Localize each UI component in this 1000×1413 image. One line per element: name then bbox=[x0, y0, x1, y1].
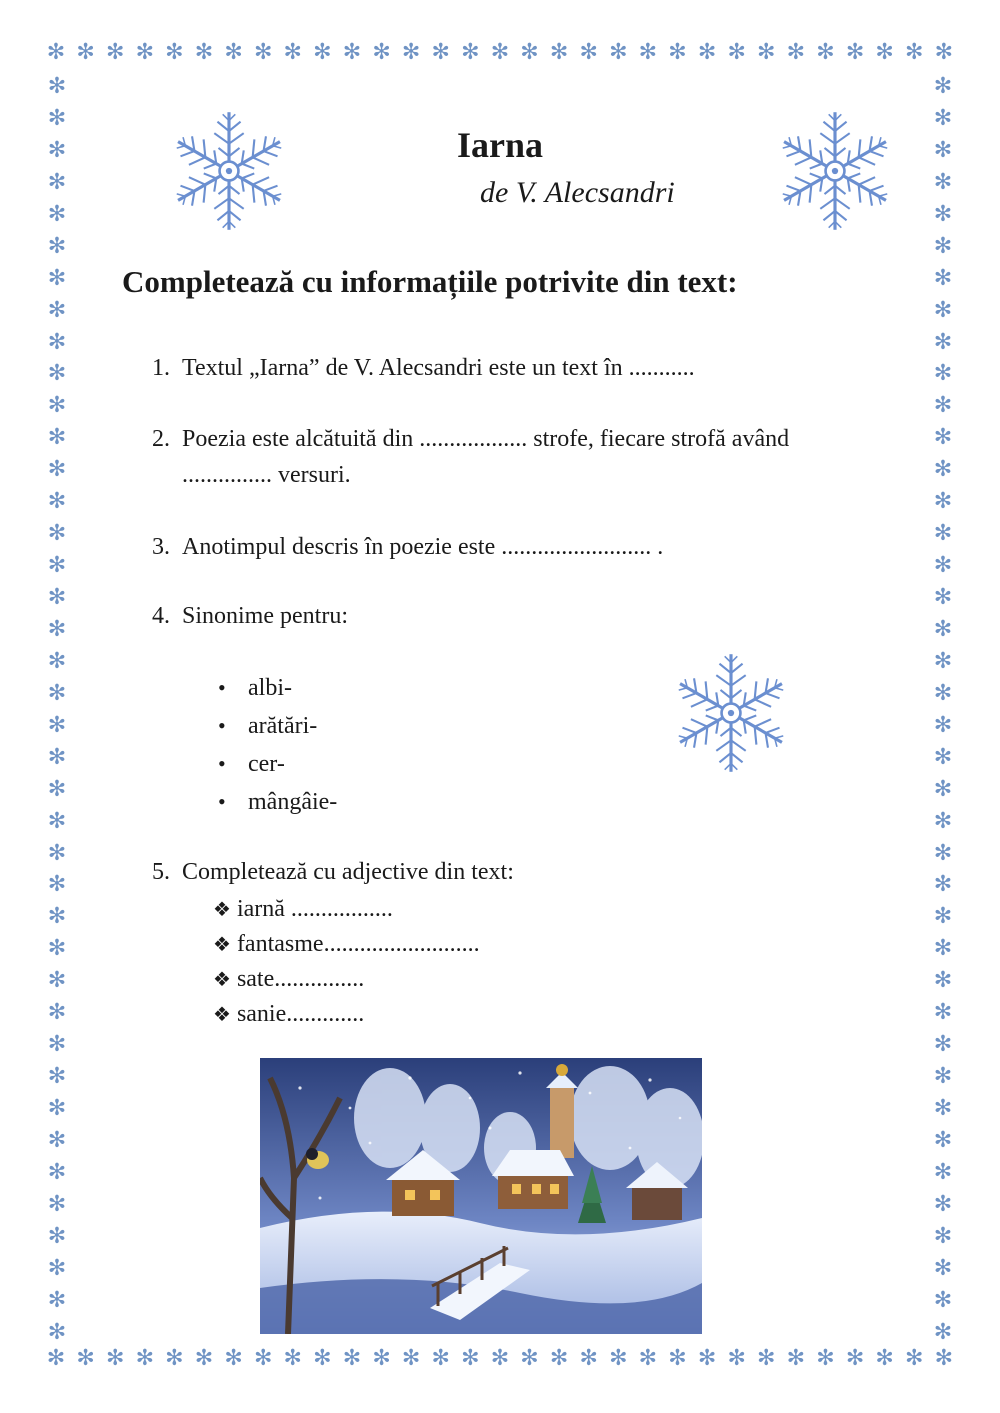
border-flake-icon: ✻ bbox=[875, 40, 894, 65]
border-flake-icon: ✻ bbox=[47, 137, 67, 163]
border-flake-icon: ✻ bbox=[47, 393, 67, 419]
border-flake-icon: ✻ bbox=[933, 776, 953, 802]
border-bottom bbox=[44, 1348, 956, 1370]
border-flake-icon: ✻ bbox=[313, 1346, 332, 1371]
question-4 bbox=[152, 598, 912, 634]
border-flake-icon: ✻ bbox=[933, 169, 953, 195]
border-top bbox=[44, 42, 956, 64]
bullet: • bbox=[218, 751, 226, 776]
border-flake-icon: ✻ bbox=[47, 680, 67, 706]
border-flake-icon: ✻ bbox=[313, 40, 332, 65]
snowflake-icon bbox=[668, 650, 794, 776]
question-text-continued: ............... versuri. bbox=[182, 462, 351, 488]
border-flake-icon: ✻ bbox=[46, 40, 66, 65]
border-flake-icon: ✻ bbox=[47, 489, 67, 515]
border-flake-icon: ✻ bbox=[934, 1346, 954, 1371]
border-flake-icon: ✻ bbox=[933, 872, 953, 898]
border-flake-icon: ✻ bbox=[757, 1346, 776, 1371]
border-flake-icon: ✻ bbox=[47, 233, 67, 259]
border-flake-icon: ✻ bbox=[933, 393, 953, 419]
border-flake-icon: ✻ bbox=[933, 648, 953, 674]
border-flake-icon: ✻ bbox=[47, 585, 67, 610]
border-flake-icon: ✻ bbox=[905, 40, 924, 65]
question-text: Textul „Iarna” de V. Alecsandri este un text în ........... bbox=[182, 355, 695, 381]
border-flake-icon: ✻ bbox=[47, 265, 67, 291]
question-number: 4. bbox=[152, 603, 170, 629]
border-flake-icon: ✻ bbox=[933, 74, 953, 99]
diamond-bullet-icon: ❖ bbox=[213, 897, 231, 921]
border-flake-icon: ✻ bbox=[490, 1346, 510, 1371]
border-flake-icon: ✻ bbox=[47, 616, 67, 642]
border-flake-icon: ✻ bbox=[431, 1346, 450, 1371]
question-number: 5. bbox=[152, 859, 170, 885]
border-flake-icon: ✻ bbox=[224, 1346, 243, 1371]
border-flake-icon: ✻ bbox=[194, 40, 214, 65]
border-flake-icon: ✻ bbox=[933, 137, 953, 163]
border-flake-icon: ✻ bbox=[342, 40, 362, 65]
border-flake-icon: ✻ bbox=[933, 105, 953, 131]
border-flake-icon: ✻ bbox=[431, 40, 450, 65]
question-2 bbox=[152, 421, 912, 493]
border-flake-icon: ✻ bbox=[933, 1159, 953, 1185]
question-1 bbox=[152, 350, 912, 386]
border-flake-icon: ✻ bbox=[875, 1346, 894, 1371]
border-flake-icon: ✻ bbox=[47, 1000, 67, 1026]
border-flake-icon: ✻ bbox=[47, 361, 67, 387]
border-flake-icon: ✻ bbox=[549, 40, 569, 65]
border-flake-icon: ✻ bbox=[47, 776, 67, 802]
border-flake-icon: ✻ bbox=[47, 1319, 67, 1345]
question-number: 1. bbox=[152, 355, 170, 381]
border-flake-icon: ✻ bbox=[638, 1346, 658, 1371]
question-text: Anotimpul descris în poezie este ......................... . bbox=[182, 534, 664, 560]
border-flake-icon: ✻ bbox=[76, 1346, 95, 1371]
adjective-prompt: sanie............. bbox=[236, 1001, 365, 1027]
border-flake-icon: ✻ bbox=[47, 105, 67, 131]
border-flake-icon: ✻ bbox=[47, 553, 67, 579]
border-flake-icon: ✻ bbox=[520, 40, 539, 65]
border-flake-icon: ✻ bbox=[47, 457, 67, 483]
border-flake-icon: ✻ bbox=[47, 1127, 67, 1153]
diamond-bullet-icon: ❖ bbox=[213, 967, 231, 991]
border-flake-icon: ✻ bbox=[253, 40, 273, 65]
winter-village-illustration bbox=[260, 1058, 702, 1334]
adjective-prompt: fantasme.......................... bbox=[236, 931, 480, 957]
border-flake-icon: ✻ bbox=[283, 40, 302, 65]
border-flake-icon: ✻ bbox=[47, 936, 67, 962]
border-flake-icon: ✻ bbox=[933, 297, 953, 323]
border-flake-icon: ✻ bbox=[816, 40, 835, 65]
border-flake-icon: ✻ bbox=[579, 40, 598, 65]
border-flake-icon: ✻ bbox=[520, 1346, 539, 1371]
adjective-item bbox=[213, 961, 364, 997]
border-flake-icon: ✻ bbox=[933, 1191, 953, 1217]
synonym-word: albi- bbox=[248, 675, 292, 701]
border-flake-icon: ✻ bbox=[786, 40, 806, 65]
border-flake-icon: ✻ bbox=[47, 968, 67, 994]
border-flake-icon: ✻ bbox=[697, 40, 717, 65]
border-flake-icon: ✻ bbox=[47, 425, 67, 451]
border-flake-icon: ✻ bbox=[933, 585, 953, 610]
border-flake-icon: ✻ bbox=[697, 1346, 717, 1371]
border-flake-icon: ✻ bbox=[933, 329, 953, 355]
border-flake-icon: ✻ bbox=[47, 1096, 67, 1121]
border-flake-icon: ✻ bbox=[47, 74, 67, 99]
bullet: • bbox=[218, 789, 226, 814]
synonym-word: arătări- bbox=[248, 713, 318, 739]
question-5 bbox=[152, 854, 912, 890]
border-flake-icon: ✻ bbox=[905, 1346, 924, 1371]
border-flake-icon: ✻ bbox=[47, 1255, 67, 1281]
border-flake-icon: ✻ bbox=[933, 968, 953, 994]
border-flake-icon: ✻ bbox=[933, 489, 953, 515]
border-flake-icon: ✻ bbox=[933, 904, 953, 930]
border-flake-icon: ✻ bbox=[135, 40, 154, 65]
border-flake-icon: ✻ bbox=[933, 233, 953, 259]
border-flake-icon: ✻ bbox=[933, 1287, 953, 1313]
border-flake-icon: ✻ bbox=[461, 1346, 480, 1371]
border-flake-icon: ✻ bbox=[933, 808, 953, 834]
border-flake-icon: ✻ bbox=[933, 1032, 953, 1058]
border-flake-icon: ✻ bbox=[105, 40, 125, 65]
border-flake-icon: ✻ bbox=[47, 297, 67, 323]
border-flake-icon: ✻ bbox=[135, 1346, 154, 1371]
border-flake-icon: ✻ bbox=[47, 201, 67, 227]
adjective-prompt: sate............... bbox=[236, 966, 365, 992]
border-flake-icon: ✻ bbox=[933, 425, 953, 451]
border-flake-icon: ✻ bbox=[845, 1346, 865, 1371]
border-flake-icon: ✻ bbox=[47, 1287, 67, 1313]
border-flake-icon: ✻ bbox=[786, 1346, 806, 1371]
border-flake-icon: ✻ bbox=[47, 808, 67, 834]
border-flake-icon: ✻ bbox=[194, 1346, 214, 1371]
border-flake-icon: ✻ bbox=[47, 1159, 67, 1185]
border-flake-icon: ✻ bbox=[933, 1096, 953, 1121]
border-flake-icon: ✻ bbox=[47, 744, 67, 770]
border-flake-icon: ✻ bbox=[47, 169, 67, 195]
border-flake-icon: ✻ bbox=[845, 40, 865, 65]
border-flake-icon: ✻ bbox=[47, 1191, 67, 1217]
bullet: • bbox=[218, 675, 226, 700]
border-flake-icon: ✻ bbox=[609, 1346, 628, 1371]
border-flake-icon: ✻ bbox=[933, 1255, 953, 1281]
border-flake-icon: ✻ bbox=[401, 40, 421, 65]
border-flake-icon: ✻ bbox=[933, 521, 953, 547]
border-flake-icon: ✻ bbox=[372, 40, 391, 65]
question-text: Sinonime pentru: bbox=[182, 603, 348, 629]
border-flake-icon: ✻ bbox=[933, 1000, 953, 1026]
border-flake-icon: ✻ bbox=[934, 40, 954, 65]
border-flake-icon: ✻ bbox=[105, 1346, 125, 1371]
border-flake-icon: ✻ bbox=[372, 1346, 391, 1371]
border-flake-icon: ✻ bbox=[933, 936, 953, 962]
border-flake-icon: ✻ bbox=[933, 457, 953, 483]
diamond-bullet-icon: ❖ bbox=[213, 1002, 231, 1026]
border-flake-icon: ✻ bbox=[933, 680, 953, 706]
border-flake-icon: ✻ bbox=[461, 40, 480, 65]
border-flake-icon: ✻ bbox=[401, 1346, 421, 1371]
border-flake-icon: ✻ bbox=[933, 744, 953, 770]
border-flake-icon: ✻ bbox=[47, 904, 67, 930]
border-flake-icon: ✻ bbox=[47, 872, 67, 898]
border-flake-icon: ✻ bbox=[668, 1346, 687, 1371]
border-flake-icon: ✻ bbox=[933, 712, 953, 738]
adjective-item bbox=[213, 926, 480, 962]
author-line: de V. Alecsandri bbox=[480, 176, 675, 209]
border-flake-icon: ✻ bbox=[47, 329, 67, 355]
border-flake-icon: ✻ bbox=[283, 1346, 302, 1371]
border-left bbox=[44, 76, 70, 1344]
instructions-heading: Completează cu informațiile potrivite din text: bbox=[122, 264, 738, 299]
border-flake-icon: ✻ bbox=[549, 1346, 569, 1371]
border-flake-icon: ✻ bbox=[490, 40, 510, 65]
border-flake-icon: ✻ bbox=[933, 616, 953, 642]
question-text: Completează cu adjective din text: bbox=[182, 859, 514, 885]
border-flake-icon: ✻ bbox=[253, 1346, 273, 1371]
border-flake-icon: ✻ bbox=[727, 40, 746, 65]
page-title: Iarna bbox=[456, 125, 543, 165]
border-right bbox=[930, 76, 956, 1344]
question-number: 3. bbox=[152, 534, 170, 560]
border-flake-icon: ✻ bbox=[933, 553, 953, 579]
border-flake-icon: ✻ bbox=[47, 1223, 67, 1249]
border-flake-icon: ✻ bbox=[933, 201, 953, 227]
border-flake-icon: ✻ bbox=[342, 1346, 362, 1371]
border-flake-icon: ✻ bbox=[638, 40, 658, 65]
border-flake-icon: ✻ bbox=[933, 361, 953, 387]
bullet: • bbox=[218, 713, 226, 738]
border-flake-icon: ✻ bbox=[47, 1064, 67, 1090]
border-flake-icon: ✻ bbox=[933, 265, 953, 291]
border-flake-icon: ✻ bbox=[579, 1346, 598, 1371]
adjective-item bbox=[213, 891, 393, 927]
border-flake-icon: ✻ bbox=[933, 1319, 953, 1345]
adjective-item bbox=[213, 996, 364, 1032]
border-flake-icon: ✻ bbox=[165, 40, 184, 65]
border-flake-icon: ✻ bbox=[76, 40, 95, 65]
question-text: Poezia este alcătuită din .................. strofe, fiecare strofă având bbox=[182, 426, 790, 452]
border-flake-icon: ✻ bbox=[609, 40, 628, 65]
border-flake-icon: ✻ bbox=[165, 1346, 184, 1371]
border-flake-icon: ✻ bbox=[727, 1346, 746, 1371]
border-flake-icon: ✻ bbox=[933, 1064, 953, 1090]
border-flake-icon: ✻ bbox=[224, 40, 243, 65]
border-flake-icon: ✻ bbox=[47, 1032, 67, 1058]
border-flake-icon: ✻ bbox=[933, 840, 953, 866]
border-flake-icon: ✻ bbox=[757, 40, 776, 65]
border-flake-icon: ✻ bbox=[47, 840, 67, 866]
synonym-word: cer- bbox=[248, 751, 285, 777]
border-flake-icon: ✻ bbox=[47, 521, 67, 547]
question-3 bbox=[152, 529, 912, 565]
border-flake-icon: ✻ bbox=[47, 648, 67, 674]
border-flake-icon: ✻ bbox=[668, 40, 687, 65]
border-flake-icon: ✻ bbox=[933, 1223, 953, 1249]
question-number: 2. bbox=[152, 426, 170, 452]
diamond-bullet-icon: ❖ bbox=[213, 932, 231, 956]
border-flake-icon: ✻ bbox=[46, 1346, 66, 1371]
border-flake-icon: ✻ bbox=[47, 712, 67, 738]
border-flake-icon: ✻ bbox=[816, 1346, 835, 1371]
adjective-prompt: iarnă ................. bbox=[236, 896, 393, 922]
border-flake-icon: ✻ bbox=[933, 1127, 953, 1153]
synonym-word: mângâie- bbox=[248, 789, 338, 815]
